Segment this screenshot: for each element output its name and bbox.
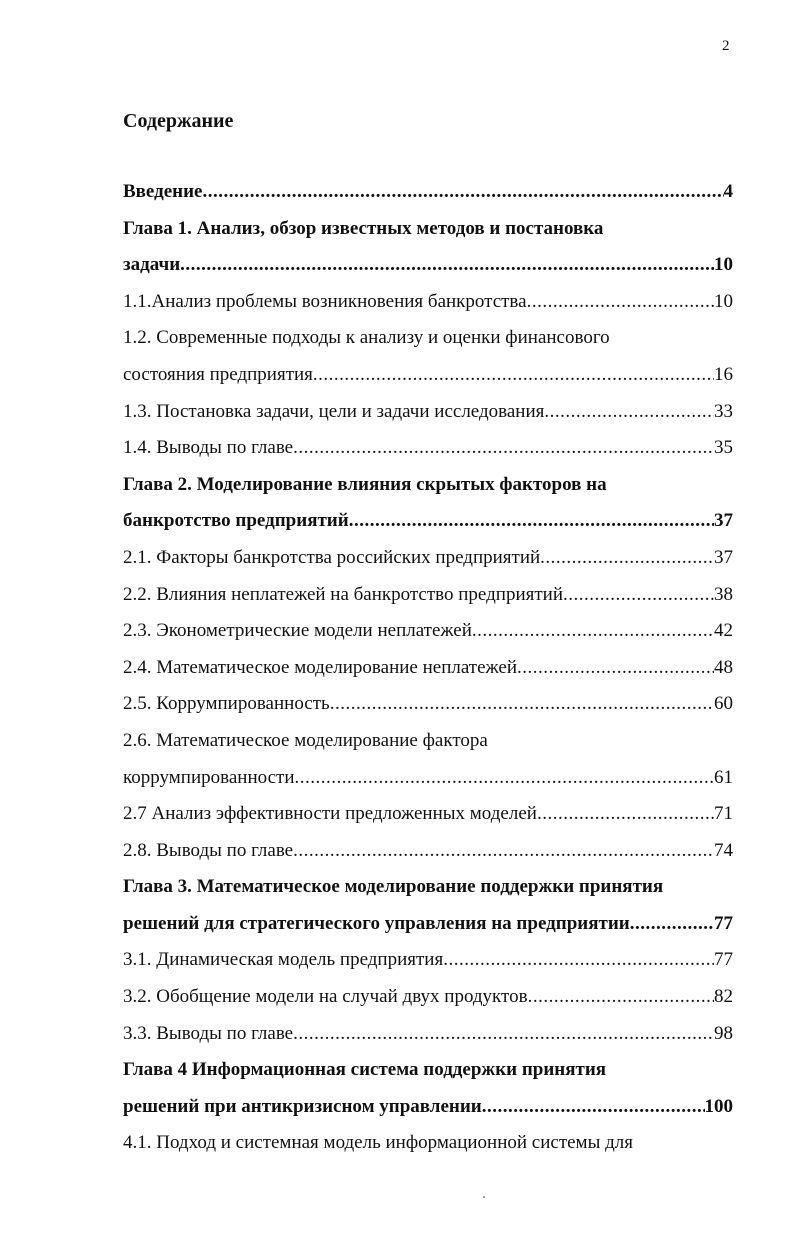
toc-entry: [123, 833, 733, 870]
toc-entry-title: 3.2. Обобщение модели на случай двух продуктов: [123, 986, 528, 1008]
toc-entry: [123, 942, 733, 979]
toc-entry: [123, 174, 733, 211]
toc-dot-leader: [443, 942, 714, 979]
toc-entry-title: 2.4. Математическое моделирование неплатежей: [123, 656, 518, 678]
toc-entry: [123, 357, 733, 394]
toc-entry-title: Глава 2. Моделирование влияния скрытых факторов на: [123, 473, 607, 495]
toc-entry-page: 37: [714, 510, 733, 532]
toc-entry-title: Введение: [123, 181, 203, 202]
toc-dot-leader: [527, 284, 714, 321]
toc-dot-leader: [180, 247, 714, 284]
toc-entry: [123, 503, 733, 540]
toc-entry-title: 2.6. Математическое моделирование фактора: [123, 729, 488, 751]
toc-entry-page: 98: [714, 1022, 733, 1044]
toc-dot-leader: [295, 760, 715, 797]
toc-entry: [123, 869, 733, 906]
toc-dot-leader: [472, 613, 714, 650]
toc-dot-leader: [540, 540, 714, 577]
toc-entry-title: решений для стратегического управления на предприятии: [123, 912, 630, 934]
toc-entry-title: Глава 1. Анализ, обзор известных методов и постановка: [123, 217, 604, 239]
toc-entry-page: 42: [714, 620, 733, 642]
toc-entry-page: 35: [714, 437, 733, 459]
toc-dot-leader: [349, 503, 714, 540]
toc-dot-leader: [293, 833, 714, 870]
toc-entry-page: 33: [714, 400, 733, 422]
toc-entry-page: 100: [704, 1095, 733, 1117]
toc-entry: [123, 906, 733, 943]
toc-entry-page: 61: [714, 766, 733, 788]
toc-entry-page: 37: [714, 546, 733, 568]
toc-entry: [123, 467, 733, 504]
toc-entry-page: 60: [714, 693, 733, 715]
toc-dot-leader: [313, 357, 714, 394]
toc-entry-page: 16: [714, 363, 733, 385]
toc-entry-title: 1.1.Анализ проблемы возникновения банкротства: [123, 290, 527, 312]
toc-entry: [123, 211, 733, 248]
table-of-contents: [123, 174, 733, 1162]
toc-entry: [123, 686, 733, 723]
toc-entry: [123, 1016, 733, 1053]
toc-dot-leader: [563, 577, 714, 614]
toc-entry: [123, 284, 733, 321]
toc-entry-page: 10: [714, 254, 733, 276]
toc-entry: [123, 1052, 733, 1089]
toc-entry-title: 1.4. Выводы по главе: [123, 437, 294, 459]
toc-entry-title: 1.3. Постановка задачи, цели и задачи исследования: [123, 400, 545, 422]
toc-entry-title: решений при антикризисном управлении: [123, 1095, 482, 1117]
toc-entry: [123, 1089, 733, 1126]
toc-entry-title: коррумпированности: [123, 766, 295, 788]
toc-entry-title: 2.3. Эконометрические модели неплатежей: [123, 620, 472, 642]
toc-entry-title: 2.5. Коррумпированность: [123, 693, 330, 715]
toc-entry: [123, 320, 733, 357]
toc-entry-page: 4: [723, 181, 733, 202]
toc-entry: [123, 979, 733, 1016]
toc-entry-title: 2.2. Влияния неплатежей на банкротство предприятий: [123, 583, 563, 605]
toc-entry-title: Глава 3. Математическое моделирование поддержки принятия: [123, 876, 664, 898]
toc-entry-title: Глава 4 Информационная система поддержки принятия: [123, 1059, 607, 1081]
toc-entry-title: 1.2. Современные подходы к анализу и оценки финансового: [123, 327, 610, 349]
toc-dot-leader: [293, 430, 714, 467]
toc-entry-page: 77: [714, 912, 733, 934]
toc-entry-title: 4.1. Подход и системная модель информационной системы для: [123, 1132, 633, 1154]
toc-dot-leader: [537, 796, 714, 833]
toc-entry-page: 10: [714, 290, 733, 312]
toc-dot-leader: [482, 1089, 705, 1126]
toc-entry-title: 3.1. Динамическая модель предприятия: [123, 949, 444, 971]
toc-entry-title: 2.1. Факторы банкротства российских предприятий: [123, 546, 541, 568]
toc-entry-page: 38: [714, 583, 733, 605]
page-number: 2: [722, 38, 730, 54]
toc-dot-leader: [517, 650, 714, 687]
scan-speck: [483, 1196, 485, 1198]
toc-entry-title: 2.7 Анализ эффективности предложенных моделей: [123, 803, 537, 825]
toc-entry-page: 82: [714, 986, 733, 1008]
toc-heading: Содержание: [123, 110, 234, 132]
toc-dot-leader: [630, 906, 714, 943]
toc-entry: [123, 394, 733, 431]
toc-entry-page: 71: [714, 803, 733, 825]
toc-entry-title: задачи: [123, 254, 181, 276]
toc-entry-title: банкротство предприятий: [123, 510, 349, 532]
toc-dot-leader: [330, 686, 714, 723]
toc-entry-title: 2.8. Выводы по главе: [123, 839, 294, 861]
toc-entry: [123, 760, 733, 797]
toc-entry-page: 77: [714, 949, 733, 971]
toc-entry-title: 3.3. Выводы по главе: [123, 1022, 294, 1044]
toc-entry-page: 74: [714, 839, 733, 861]
toc-dot-leader: [293, 1016, 714, 1053]
toc-entry-title: состояния предприятия: [123, 363, 313, 385]
toc-entry: [123, 577, 733, 614]
toc-dot-leader: [203, 174, 724, 211]
toc-entry: [123, 247, 733, 284]
toc-entry: [123, 1125, 733, 1162]
toc-entry: [123, 540, 733, 577]
toc-entry: [123, 613, 733, 650]
toc-dot-leader: [528, 979, 714, 1016]
toc-entry: [123, 723, 733, 760]
toc-entry: [123, 796, 733, 833]
toc-entry: [123, 430, 733, 467]
toc-entry-page: 48: [714, 656, 733, 678]
toc-dot-leader: [544, 394, 714, 431]
toc-entry: [123, 650, 733, 687]
